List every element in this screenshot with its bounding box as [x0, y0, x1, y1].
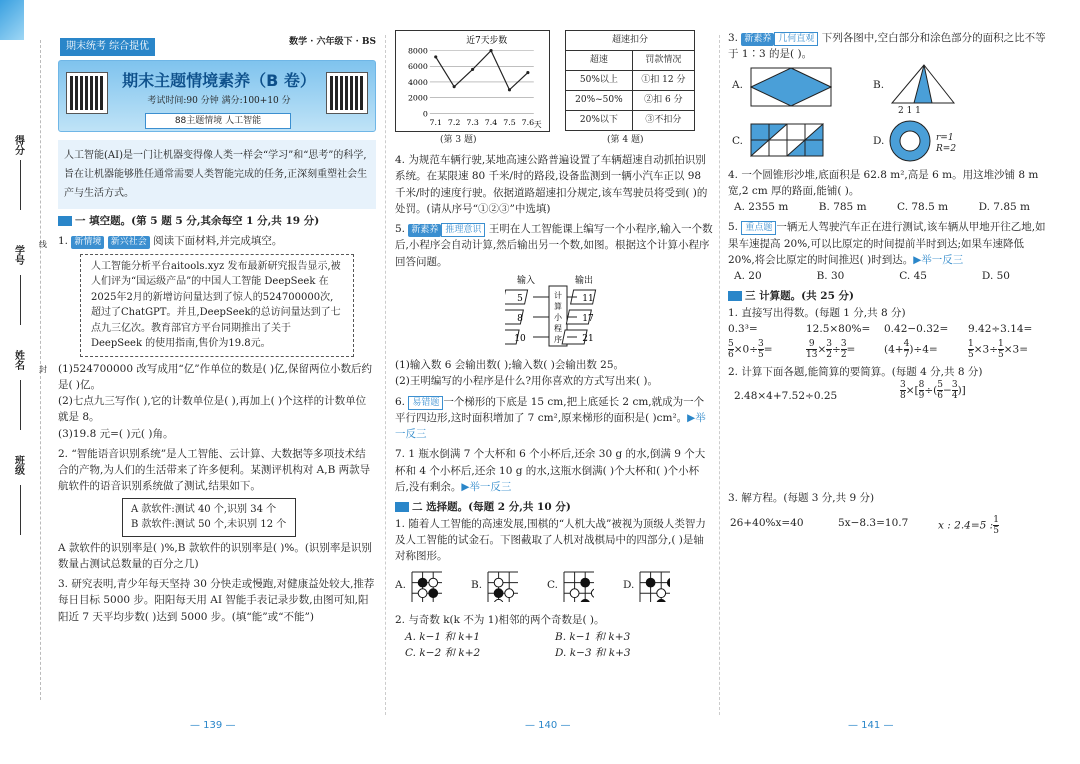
flow-in-label: 输入	[517, 275, 536, 286]
exam-type-label: 期末统考 综合提优	[60, 38, 155, 56]
choice-2: 2. 与奇数 k(k 不为 1)相邻的两个奇数是( )。	[395, 614, 605, 627]
y-tick-label: 4000	[407, 77, 428, 87]
table-cell: 50%以上	[566, 71, 633, 91]
calc-2-title: 2. 计算下面各题,能简算的要简算。(每题 4 分,共 8 分)	[728, 366, 983, 379]
caption: (第 3 题)	[440, 135, 477, 145]
go-stone	[591, 589, 594, 598]
go-option[interactable]	[547, 568, 623, 602]
y-tick-label: 8000	[407, 46, 428, 56]
flow-out-label: 输出	[575, 275, 594, 286]
question-6: 6. 易错题 一个梯形的下底是 15 cm,把上底延长 2 cm,就成为一个平行四边形,这时面积增加了 7 cm²,原来梯形的面积是( )cm²。▶举一反三	[395, 395, 706, 441]
caption: (第 4 题)	[607, 135, 644, 145]
triangle-base-labels: 2 1 1	[898, 105, 921, 116]
option-label[interactable]: C.	[732, 134, 743, 147]
table-cell: 20%以下	[566, 111, 633, 131]
section-title-text: 一 填空题。(第 5 题 5 分,其余每空 1 分,共 19 分)	[75, 215, 320, 227]
question-4: 4. 为规范车辆行驶,某地高速公路普遍设置了车辆超速自动抓拍识别系统。在某限速 80 千米/时的路段,设备监测到一辆小汽车正以 98 千米/时的速度行驶。依据道路超速扣分规定,该车驾驶员将受到( )的处罚。(请从序号“①②③”中选填)	[395, 154, 708, 215]
column-divider	[385, 35, 386, 715]
program-text: 序	[554, 334, 562, 344]
section-choice-title	[395, 499, 713, 515]
y-tick-label: 6000	[407, 62, 428, 72]
go-stone	[657, 600, 666, 603]
geometry-figures	[728, 63, 1050, 163]
ring-radius-labels: r=1 R=2	[936, 132, 957, 154]
go-board-figure	[484, 568, 518, 602]
y-tick-label: 2000	[407, 93, 428, 103]
flow-out-value: 21	[582, 333, 594, 344]
equations	[728, 511, 1050, 537]
table-header: 罚款情况	[632, 51, 694, 71]
x-tick-label: 7.2	[447, 118, 461, 128]
calculator-flow-diagram	[505, 274, 615, 348]
expression: $\frac{9}{13}$ × $\frac{3}{2}$ ÷ $\frac{3}{2}$ =	[806, 339, 856, 361]
question-2-stem: 2. “智能语音识别系统”是人工智能、云计算、大数据等多项技术结合的产物,为人们的生活带来了许多便利。某测评机构对 A,B 两款导航软件的语音识别系统做了测试,结果如下。	[58, 447, 371, 493]
go-stone	[494, 589, 503, 598]
go-stone	[418, 589, 427, 598]
option[interactable]: A. 20	[734, 270, 762, 283]
q1-part3: (3)19.8 元=( )元( )角。	[58, 427, 174, 440]
option-label: C.	[547, 579, 558, 592]
section-calc-title	[728, 288, 1050, 304]
option[interactable]: A. 2355 m	[734, 201, 789, 214]
gutter-label-class: 班级	[12, 455, 24, 475]
grid-triangles-figure	[750, 123, 826, 159]
table-cell: ①扣 12 分	[632, 71, 694, 91]
section-marker	[395, 502, 409, 512]
intro-paragraph: 人工智能(AI)是一门让机器变得像人类一样会“学习”和“思考”的科学,旨在让机器能够胜任通常需要人类智能完成的任务,正深刻重塑社会生产与生活方式。	[58, 140, 376, 209]
option[interactable]: D. 7.85 m	[978, 201, 1030, 214]
go-board-figure	[408, 568, 442, 602]
option-label: A.	[395, 579, 406, 592]
tag: 新兴社会	[108, 236, 150, 249]
practice-link[interactable]: ▶举一反三	[395, 411, 706, 441]
question-stem: 7. 1 瓶水倒满 7 个大杯和 6 个小杯后,还余 30 g 的水,倒满 9 个大杯和 4 个小杯后,还余 10 g 的水,这瓶水倒满( )个大杯和( )个小杯后,没有剩余。	[395, 448, 706, 493]
expression: $\frac{3}{8}$ ×[ $\frac{8}{9}$ ÷( $\frac{5}{6}$ − $\frac{3}{4}$ )]	[900, 380, 966, 402]
flow-io	[505, 290, 596, 344]
go-board-figure	[560, 568, 594, 602]
option[interactable]: C. 45	[899, 270, 927, 283]
go-stone	[581, 600, 590, 603]
q1-part2: (2)七点九三写作( ),它的计数单位是( ),再加上( )个这样的计数单位就是 8。	[58, 395, 367, 424]
option-label[interactable]: B.	[873, 78, 885, 91]
section-title-text: 三 计算题。(共 25 分)	[745, 290, 855, 303]
page-number: — 140 —	[525, 720, 571, 731]
reading-material-box: 人工智能分析平台aitools.xyz 发布最新研究报告显示,被人们评为“国运级产品”的中国人工智能 DeepSeek 在2025年2月的新增访问量达到了惊人的524700000次,超过了ChatGPT。并且,DeepSeek的总访问量达到了七点九三亿次。教育部官方平台同期推出了关于 DeepSeek 的使用指南,售价为19.8元。	[80, 254, 354, 357]
go-stone	[494, 600, 503, 603]
go-stone	[657, 589, 666, 598]
section-marker	[728, 291, 742, 301]
calc-3-title: 3. 解方程。(每题 3 分,共 9 分)	[728, 492, 875, 505]
paper-title: 期末主题情境素养（B 卷）	[122, 71, 316, 90]
option[interactable]: B. 785 m	[818, 201, 867, 214]
gutter-blank	[20, 275, 21, 325]
cut-word: 封	[38, 365, 48, 373]
result-b: B 款软件:测试 50 个,未识别 12 个	[131, 519, 287, 531]
rhombus-in-rectangle-figure	[750, 67, 832, 107]
option-label: D.	[623, 579, 635, 592]
chart-title: 近7天步数	[466, 35, 508, 46]
tag: 几何直观	[774, 32, 818, 46]
column-page-141	[728, 30, 1050, 730]
option[interactable]: D. k−3 和 k+3	[555, 646, 631, 659]
title-banner	[58, 60, 376, 132]
option[interactable]: D. 50	[981, 270, 1010, 283]
tag: 新素养	[408, 224, 441, 237]
expression: (4+ $\frac{4}{7}$ )÷4=	[884, 339, 938, 361]
speeding-penalty-table	[565, 30, 695, 131]
flow-in-value: 5	[517, 293, 523, 304]
table-header: 超速	[566, 51, 633, 71]
question-2-tail: A 款软件的识别率是( )%,B 款软件的识别率是( )%。(识别率是识别数量占测试总数量的百分之几)	[58, 541, 372, 570]
q5-part1: (1)输入数 6 会输出数( );输入数( )会输出数 25。	[395, 359, 625, 372]
gutter-label-name: 姓名	[12, 350, 24, 370]
choice-5-options	[728, 268, 1050, 284]
choice-4-options	[728, 199, 1050, 215]
flow-in-value: 8	[517, 313, 523, 324]
data-point	[453, 85, 456, 88]
option[interactable]: B. 30	[816, 270, 845, 283]
q5-part2: (2)王明编写的小程序是什么?用你喜欢的方式写出来( )。	[395, 375, 659, 388]
gutter-blank	[20, 160, 21, 210]
subject-label: 数学 · 六年级下 · BS	[289, 37, 376, 47]
tag: 新情境	[71, 236, 104, 249]
section-marker	[58, 216, 72, 226]
equation: 26+40%x=40	[730, 516, 804, 529]
equation-text: x : 2.4=5 :	[938, 519, 994, 532]
program-text: 算	[554, 301, 562, 311]
data-point	[434, 55, 437, 58]
triangle-figure	[888, 63, 958, 107]
binding-gutter	[0, 0, 52, 764]
question-7	[395, 446, 713, 495]
go-stone	[429, 589, 438, 598]
question-stem: 一辆无人驾驶汽车正在进行测试,该车辆从甲地开往乙地,如果车速提高 20%,可以比原定的时间提前半时到达;如果车速降低 20%,将会比原定的时间推迟( )时到达。	[728, 221, 1046, 266]
test-result-box	[122, 498, 296, 537]
chart-x-unit: 天	[533, 120, 542, 130]
go-option[interactable]	[471, 568, 547, 602]
figure-captions	[395, 134, 713, 148]
flow-in-value: 10	[514, 333, 526, 344]
table-cell: 20%~50%	[566, 91, 633, 111]
x-tick-label: 7.3	[466, 118, 479, 128]
go-stone	[668, 579, 671, 588]
question-stem: 下列各图中,空白部分和涂色部分的面积之比不等于 1∶3 的是( )。	[728, 32, 1046, 61]
equation: 5x−8.3=10.7	[838, 516, 909, 529]
result-a: A 款软件:测试 40 个,识别 34 个	[131, 503, 277, 515]
column-divider	[719, 35, 720, 715]
choice-4: 4. 一个圆锥形沙堆,底面积是 62.8 m²,高是 6 m。用这堆沙铺 8 m 宽,2 cm 厚的路面,能铺( )。	[728, 168, 1039, 197]
choice-1: 1. 随着人工智能的高速发展,围棋的“人机大战”被视为顶级人类智力及人工智能的试金石。下图截取了人机对战棋局中的四部分,( )是轴对称图形。	[395, 517, 706, 563]
theme-label: 88主题情境 人工智能	[145, 113, 291, 129]
tag: 推理意识	[441, 223, 485, 237]
section-fill-blank-title	[58, 213, 376, 229]
chart-y-ticks	[408, 47, 428, 119]
expression: 2.48×4+7.52÷0.25	[734, 390, 838, 403]
data-point	[489, 49, 492, 52]
expression: $\frac{5}{6}$ ×0÷ $\frac{3}{5}$ =	[728, 339, 773, 361]
calc-1-title: 1. 直接写出得数。(每题 1 分,共 8 分)	[728, 306, 906, 319]
go-stone	[494, 579, 503, 588]
option[interactable]: C. 78.5 m	[897, 201, 949, 214]
section-title-text: 二 选择题。(每题 2 分,共 10 分)	[412, 501, 571, 514]
program-text: 小	[554, 312, 562, 322]
expression: $\frac{1}{5}$ ×3÷ $\frac{1}{5}$ ×3=	[968, 339, 1029, 361]
go-option[interactable]	[623, 568, 699, 602]
data-point	[526, 71, 529, 74]
go-stone	[581, 579, 590, 588]
expression: 12.5×80%=	[806, 322, 871, 335]
exam-info: 考试时间:90 分钟 满分:100+10 分	[147, 96, 291, 106]
table-title: 超速扣分	[566, 31, 695, 51]
q1-part1: (1)524700000 改写成用“亿”作单位的数是( )亿,保留两位小数后约是( )亿。	[58, 362, 372, 391]
calc-1-row1	[728, 321, 1050, 337]
choice-3: 3. 新素养 几何直观 下列各图中,空白部分和涂色部分的面积之比不等于 1∶3 的是( )。	[728, 32, 1046, 61]
column-page-139	[58, 30, 376, 730]
x-tick-label: 7.4	[484, 118, 498, 128]
go-option[interactable]	[395, 568, 471, 602]
question-5: 5. 新素养 推理意识 王明在人工智能课上编写一个小程序,输入一个数后,小程序会自动计算,然后输出另一个数,如图。根据这个计算小程序回答问题。	[395, 223, 713, 268]
question-1: 1. 新情境 新兴社会 阅读下面材料,并完成填空。	[58, 235, 283, 248]
x-tick-label: 7.1	[429, 118, 442, 128]
column-page-140	[395, 30, 713, 730]
option-label: B.	[471, 579, 483, 592]
steps-line-chart	[395, 30, 550, 132]
choice-2-options	[395, 629, 713, 662]
calc-2-expressions	[728, 380, 1050, 420]
page-number: — 139 —	[190, 720, 236, 731]
option[interactable]: B. k−1 和 k+3	[555, 630, 631, 643]
chart-line	[436, 51, 528, 90]
tag: 易错题	[408, 396, 443, 410]
question-stem: 阅读下面材料,并完成填空。	[153, 235, 283, 248]
gutter-label-student-id: 学号	[12, 245, 24, 265]
question-stem: 王明在人工智能课上编写一个小程序,输入一个数后,小程序会自动计算,然后输出另一个数,如图。根据这个计算小程序回答问题。	[395, 223, 713, 268]
expression: 0.3³=	[728, 322, 758, 335]
expression: 0.42−0.32=	[884, 322, 949, 335]
choice-5: 5. 重点题 一辆无人驾驶汽车正在进行测试,该车辆从甲地开往乙地,如果车速提高 20%,可以比原定的时间提前半时到达;如果车速降低 20%,将会比原定的时间推迟( )时到达。▶举一反三	[728, 221, 1046, 266]
flow-out-value: 11	[582, 293, 594, 304]
option-label[interactable]: D.	[873, 134, 885, 147]
go-stone	[505, 589, 514, 598]
go-stone	[429, 579, 438, 588]
flow-out-value: 17	[582, 313, 594, 324]
practice-link[interactable]: ▶举一反三	[461, 480, 512, 493]
question-3: 3. 研究表明,青少年每天坚持 30 分快走或慢跑,对健康益处较大,推荐每日目标 5000 步。阳阳每天用 AI 智能手表记录步数,由图可知,阳阳近 7 天平均步数( )达到 5000 步。(填“能”或“不能”)	[58, 578, 375, 623]
gutter-label-score: 得分	[12, 135, 24, 155]
go-stone	[570, 589, 579, 598]
go-stone	[647, 579, 656, 588]
question-stem: 一个梯形的下底是 15 cm,把上底延长 2 cm,就成为一个平行四边形,这时面积增加了 7 cm²,原来梯形的面积是( )cm²。	[395, 395, 705, 424]
x-tick-label: 7.6	[521, 118, 535, 128]
ring-figure	[888, 119, 932, 163]
qr-code-icon	[327, 73, 367, 113]
expression: 9.42÷3.14=	[968, 322, 1033, 335]
calc-1-row2	[728, 339, 1050, 360]
figures-row	[395, 30, 713, 134]
option[interactable]: C. k−2 和 k+2	[405, 646, 481, 659]
qr-code-icon	[67, 73, 107, 113]
tag: 重点题	[741, 221, 776, 235]
gutter-blank	[20, 485, 21, 535]
x-tick-label: 7.5	[503, 118, 516, 128]
tag: 新素养	[741, 33, 774, 46]
cut-word: 线	[38, 240, 48, 248]
gutter-blank	[20, 380, 21, 430]
go-board-figure	[636, 568, 670, 602]
option[interactable]: A. k−1 和 k+1	[405, 630, 481, 643]
program-text: 计	[554, 290, 562, 300]
go-stone	[418, 579, 427, 588]
corner-decoration	[0, 0, 24, 40]
chart-x-ticks	[430, 118, 535, 127]
table-cell: ③不扣分	[632, 111, 694, 131]
option-label[interactable]: A.	[732, 78, 743, 91]
y-tick-label: 0	[422, 109, 428, 119]
program-text: 程	[554, 323, 562, 333]
table-cell: ②扣 6 分	[632, 91, 694, 111]
equation: x : 2.4=5 : $\frac{1}{5}$	[938, 514, 999, 536]
practice-link[interactable]: ▶举一反三	[913, 253, 964, 266]
go-board-options	[395, 568, 713, 608]
data-point	[471, 68, 474, 71]
data-point	[508, 88, 511, 91]
page-number: — 141 —	[848, 720, 894, 731]
